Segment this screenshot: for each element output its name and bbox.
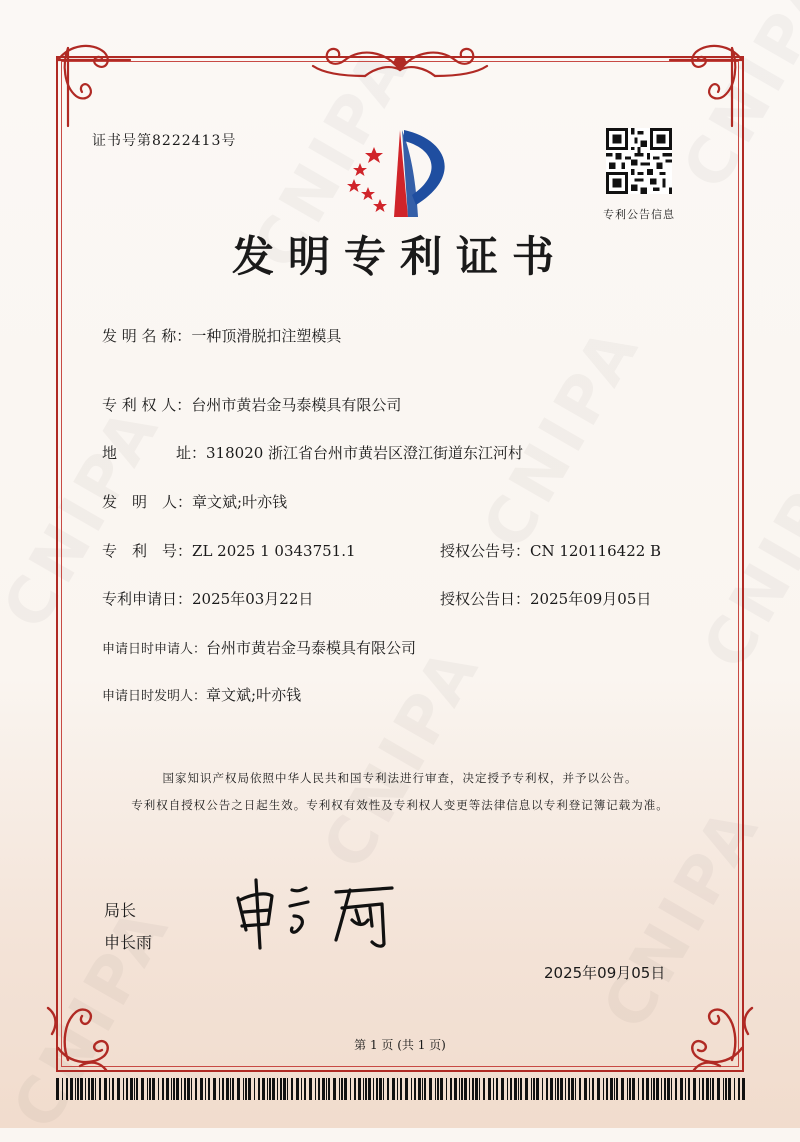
ornament-icon xyxy=(650,968,760,1078)
patentee-row xyxy=(102,394,401,415)
signature xyxy=(232,868,412,952)
statement-line-1: 国家知识产权局依照中华人民共和国专利法进行审查，决定授予专利权，并予以公告。 xyxy=(162,771,638,785)
inventor-at-filing-value: 章文斌;叶亦钱 xyxy=(206,686,302,704)
inventor-label: 发 明 人： xyxy=(102,493,193,511)
address-label: 地 xyxy=(102,444,118,462)
address-label-suffix: 址： xyxy=(176,444,207,462)
filing-date-row xyxy=(102,588,313,609)
ornament-icon xyxy=(305,40,495,86)
applicant-at-filing-value: 台州市黄岩金马泰模具有限公司 xyxy=(206,639,417,657)
grant-date-value: 2025年09月05日 xyxy=(530,590,652,608)
signatory-title: 局长 xyxy=(104,901,137,920)
filing-date-label: 专利申请日： xyxy=(102,590,193,608)
page-indicator: 第 1 页 (共 1 页) xyxy=(354,1038,446,1052)
issue-date: 2025年09月05日 xyxy=(544,964,666,982)
grant-number-value: CN 120116422 B xyxy=(530,542,662,560)
page-title: 发明专利证书 xyxy=(231,232,568,281)
grant-date-label: 授权公告日： xyxy=(440,590,531,608)
statement-line-2: 专利权自授权公告之日起生效。专利权有效性及专利权人变更等法律信息以专利登记簿记载为准。 xyxy=(131,798,669,812)
inventor-at-filing-row xyxy=(102,684,301,705)
patent-number-label: 专 利 号： xyxy=(102,542,193,560)
inventor-at-filing-label: 申请日时发明人： xyxy=(102,689,207,704)
qr-caption: 专利公告信息 xyxy=(603,208,675,221)
qr-code-icon[interactable] xyxy=(606,128,672,194)
inventor-value: 章文斌;叶亦钱 xyxy=(192,493,288,511)
signatory-name: 申长雨 xyxy=(104,933,153,952)
invention-name-row xyxy=(102,325,341,346)
invention-name-value: 一种顶滑脱扣注塑模具 xyxy=(191,327,342,345)
inventor-row xyxy=(102,491,287,512)
grant-date-row xyxy=(440,588,651,609)
invention-name-label: 发 明 名 称： xyxy=(102,327,192,345)
grant-number-row xyxy=(440,540,661,561)
patentee-label: 专 利 权 人： xyxy=(102,396,192,414)
patent-number-value: ZL 2025 1 0343751.1 xyxy=(192,542,356,560)
address-value: 318020 浙江省台州市黄岩区澄江街道东江河村 xyxy=(206,444,524,462)
address-row xyxy=(102,442,523,463)
barcode-icon xyxy=(56,1078,746,1100)
certificate-number: 证书号第8222413号 xyxy=(92,133,237,149)
patent-number-row xyxy=(102,540,356,561)
ornament-icon xyxy=(650,30,760,140)
cnipa-logo-icon xyxy=(338,125,463,220)
grant-number-label: 授权公告号： xyxy=(440,542,531,560)
filing-date-value: 2025年03月22日 xyxy=(192,590,314,608)
patentee-value: 台州市黄岩金马泰模具有限公司 xyxy=(191,396,402,414)
applicant-at-filing-label: 申请日时申请人： xyxy=(102,642,207,657)
applicant-at-filing-row xyxy=(102,637,416,658)
ornament-icon xyxy=(40,968,150,1078)
ornament-icon xyxy=(40,30,150,140)
